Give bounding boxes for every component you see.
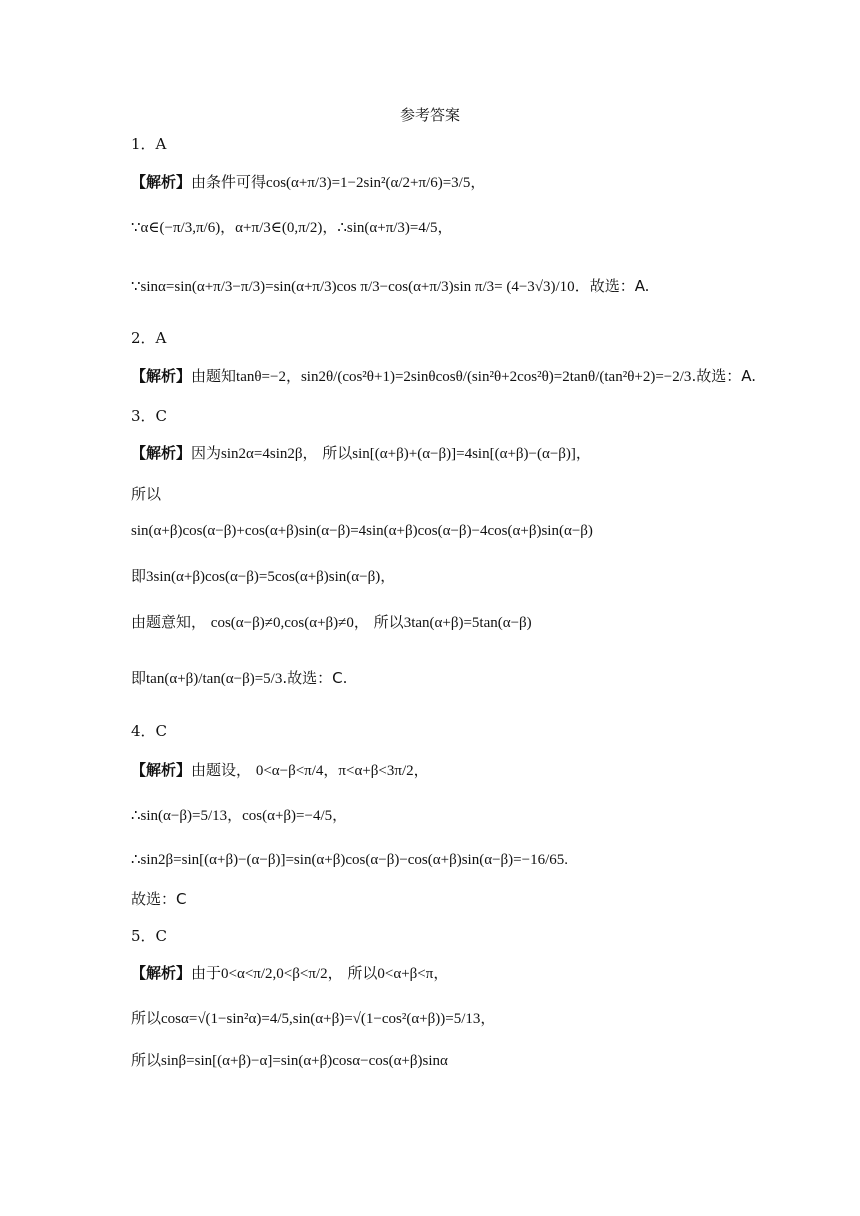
q1-tag: 【解析】 bbox=[131, 173, 192, 191]
q3-number: 3．C bbox=[131, 407, 168, 425]
q5-number: 5．C bbox=[131, 927, 168, 945]
q3-eq-6: 3tan(α+β)=5tan(α−β) bbox=[403, 615, 532, 631]
q3-tag: 【解析】 bbox=[131, 444, 192, 462]
q5-eq-4: sinβ=sin[(α+β)−α]=sin(α+β)cosα−cos(α+β)sinα bbox=[161, 1053, 448, 1069]
q3-pre: 因为 bbox=[191, 444, 222, 462]
q2-answer: .故选：A. bbox=[691, 367, 756, 385]
q4-tag: 【解析】 bbox=[131, 761, 192, 779]
q5-pre: 由于 bbox=[191, 964, 222, 982]
q5-eq-3: cosα=√(1−sin²α)=4/5,sin(α+β)=√(1−cos²(α+β))=5/13， bbox=[161, 1011, 496, 1027]
q2-eq: tanθ=−2，sin2θ/(cos²θ+1)=2sinθcosθ/(sin²θ+2cos²θ)=2tanθ/(tan²θ+2)=−2/3 bbox=[236, 369, 692, 385]
q3-eq-2: sin[(α+β)+(α−β)]=4sin[(α+β)−(α−β)]， bbox=[352, 446, 591, 462]
q5-eq-2: 0<α+β<π， bbox=[377, 966, 449, 982]
page-title: 参考答案 bbox=[399, 106, 460, 124]
q5-tag: 【解析】 bbox=[131, 964, 192, 982]
q5-line-1 bbox=[131, 963, 448, 984]
q1-eq-1: cos(α+π/3)=1−2sin²(α/2+π/6)=3/5， bbox=[266, 175, 486, 191]
q3-line-1 bbox=[131, 443, 591, 464]
q3-eq-1: sin2α=4sin2β， bbox=[221, 446, 318, 462]
q3-mid: 所以 bbox=[322, 444, 353, 462]
q1-line-3 bbox=[131, 276, 649, 297]
q3-l5-pre: 由题意知， bbox=[131, 613, 207, 631]
q1-line-2: ∵α∈(−π/3,π/6)，α+π/3∈(0,π/2)，∴sin(α+π/3)=4/5， bbox=[131, 220, 453, 236]
q2-line-1 bbox=[131, 366, 756, 387]
q3-line-2: 所以 bbox=[131, 485, 162, 503]
q2-pre: 由题知 bbox=[191, 367, 237, 385]
q2-number: 2．A bbox=[131, 329, 167, 347]
q2-tag: 【解析】 bbox=[131, 367, 192, 385]
q1-eq-3: ∵sinα=sin(α+π/3−π/3)=sin(α+π/3)cos π/3−cos(α+π/3)sin π/3= (4−3√3)/10 bbox=[131, 279, 575, 295]
q4-number: 4．C bbox=[131, 722, 168, 740]
q5-line-3 bbox=[131, 1050, 448, 1071]
q3-line-6 bbox=[131, 668, 347, 689]
q5-l3-pre: 所以 bbox=[131, 1051, 162, 1069]
q1-answer: ．故选：A. bbox=[574, 277, 650, 295]
q3-answer: .故选：C. bbox=[282, 669, 348, 687]
q5-l2-pre: 所以 bbox=[131, 1009, 162, 1027]
q4-pre: 由题设， bbox=[191, 761, 252, 779]
q3-l6-pre: 即 bbox=[131, 669, 147, 687]
q3-eq-7: tan(α+β)/tan(α−β)=5/3 bbox=[146, 671, 283, 687]
q3-line-5 bbox=[131, 612, 532, 633]
q4-line-2: ∴sin(α−β)=5/13，cos(α+β)=−4/5， bbox=[131, 808, 348, 824]
q3-line-4 bbox=[131, 566, 395, 587]
q4-line-1 bbox=[131, 760, 429, 781]
q3-l5-mid: 所以 bbox=[373, 613, 404, 631]
q5-mid: 所以 bbox=[347, 964, 378, 982]
q4-line-3: ∴sin2β=sin[(α+β)−(α−β)]=sin(α+β)cos(α−β)−cos(α+β)sin(α−β)=−16/65. bbox=[131, 852, 568, 868]
q5-eq-1: 0<α<π/2,0<β<π/2， bbox=[221, 966, 343, 982]
q5-line-2 bbox=[131, 1008, 495, 1029]
q4-eq-1: 0<α−β<π/4，π<α+β<3π/2， bbox=[255, 763, 429, 779]
q3-eq-4: 3sin(α+β)cos(α−β)=5cos(α+β)sin(α−β)， bbox=[146, 569, 396, 585]
q3-line-3: sin(α+β)cos(α−β)+cos(α+β)sin(α−β)=4sin(α+β)cos(α−β)−4cos(α+β)sin(α−β) bbox=[131, 523, 593, 539]
q1-line-1 bbox=[131, 172, 485, 193]
q1-number: 1．A bbox=[131, 135, 167, 153]
q1-pre: 由条件可得 bbox=[191, 173, 267, 191]
q3-eq-5: cos(α−β)≠0,cos(α+β)≠0， bbox=[210, 615, 369, 631]
q4-line-4: 故选：C bbox=[131, 890, 187, 908]
q3-l4-pre: 即 bbox=[131, 567, 147, 585]
